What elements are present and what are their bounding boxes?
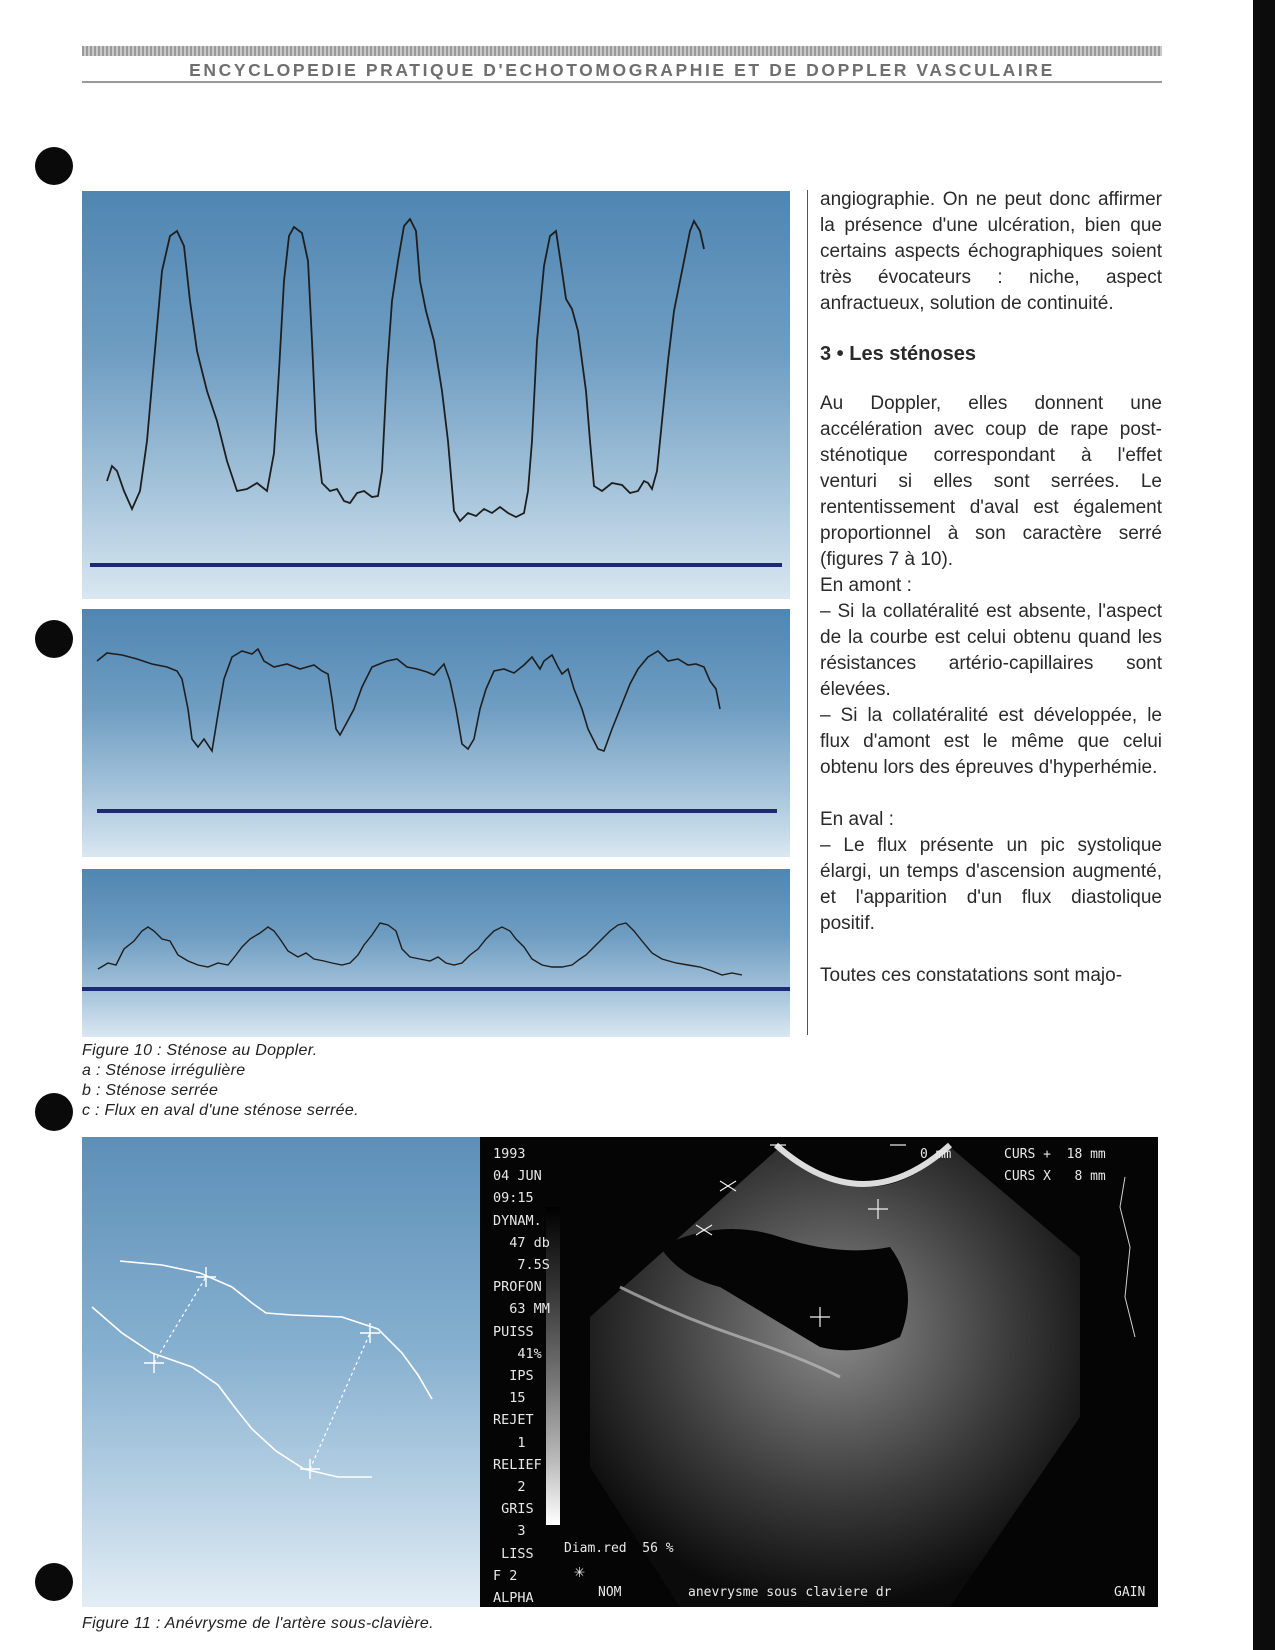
us-ips-value: 15 [493, 1390, 526, 1407]
measure-line-2 [310, 1333, 370, 1469]
binder-hole-3 [35, 1093, 73, 1131]
figure-10-caption [82, 1041, 359, 1121]
doppler-panel-b [82, 609, 790, 857]
section-title: 3 • Les sténoses [820, 343, 976, 365]
us-relief-value: 2 [493, 1479, 526, 1496]
us-depth: 0 mm [920, 1147, 952, 1162]
figure-10-caption-b: b : Sténose serrée [82, 1082, 219, 1099]
doppler-panel-c [82, 869, 790, 1037]
right-trace [1120, 1177, 1135, 1337]
measure-line-1 [154, 1277, 206, 1363]
us-diam-red: Diam.red 56 % [564, 1541, 674, 1556]
amont-item-2: – Si la collatéralité est développée, le flux d'amont est le même que celui obtenu lors des épreuves d'hyperhémie. [820, 705, 1162, 778]
vessel-lower-contour [92, 1307, 372, 1477]
us-f-value: F 2 [493, 1567, 518, 1584]
doppler-curve-c [98, 923, 742, 975]
us-time: 09:15 [493, 1190, 534, 1207]
us-dynam-label: DYNAM. [493, 1212, 542, 1229]
us-liss-label: LISS [493, 1545, 534, 1562]
figure-11-caption: Figure 11 : Anévrysme de l'artère sous-clavière. [82, 1615, 434, 1632]
doppler-curve-b [97, 649, 720, 751]
us-profon-value: 63 MM [493, 1301, 550, 1318]
binder-hole-2 [35, 620, 73, 658]
doppler-curve-a [107, 219, 704, 521]
us-label: anevrysme sous claviere dr [688, 1585, 892, 1600]
us-dynam-value: 47 db [493, 1234, 550, 1251]
us-relief-label: RELIEF [493, 1456, 542, 1473]
us-gain: GAIN [1114, 1585, 1146, 1600]
us-curs-plus: CURS + 18 mm [1004, 1147, 1106, 1162]
us-nom: NOM [598, 1585, 622, 1600]
header-rule [82, 81, 1162, 83]
us-puiss-label: PUISS [493, 1323, 534, 1340]
us-rejet-value: 1 [493, 1434, 526, 1451]
figure-10-caption-c: c : Flux en aval d'une sténose serrée. [82, 1102, 359, 1119]
ultrasound-image [480, 1137, 1158, 1607]
amont-item-1: – Si la collatéralité est absente, l'aspect de la courbe est celui obtenu quand les résistances artério-capillaires sont élevées. [820, 601, 1162, 700]
marker-cross [144, 1267, 380, 1479]
us-gris-value: 3 [493, 1523, 526, 1540]
binder-hole-4 [35, 1563, 73, 1601]
us-gris-label: GRIS [493, 1501, 534, 1518]
ultrasound-sector [590, 1147, 1080, 1607]
us-puiss-value: 41% [493, 1345, 542, 1362]
figure-10-title: Figure 10 : Sténose au Doppler. [82, 1042, 318, 1059]
us-ips-label: IPS [493, 1368, 534, 1385]
running-header: ENCYCLOPEDIE PRATIQUE D'ECHOTOMOGRAPHIE ET DE DOPPLER VASCULAIRE [189, 60, 1055, 80]
paragraph-doppler: Au Doppler, elles donnent une accélération avec coup de rape post-sténotique correspondant à l'effet venturi si elles sont serrées. Le rententissement d'aval est également proportionnel à son caractère serré (figures 7 à 10). [820, 393, 1162, 570]
ultrasound-settings [493, 1143, 550, 1607]
page-edge-shadow [1253, 0, 1275, 1650]
aneurysm-sketch [82, 1137, 480, 1607]
aval-label: En aval : [820, 809, 894, 830]
us-profon-label: PROFON [493, 1279, 542, 1296]
us-alpha-label: ALPHA [493, 1590, 534, 1607]
article-text-column [820, 187, 1162, 989]
us-rejet-label: REJET [493, 1412, 534, 1429]
us-freq-value: 7.5S [493, 1257, 550, 1274]
figure-10-caption-a: a : Sténose irrégulière [82, 1062, 246, 1079]
header-band [82, 46, 1162, 56]
closing-line: Toutes ces constatations sont majo- [820, 965, 1123, 986]
intro-paragraph: angiographie. On ne peut donc affirmer la présence d'une ulcération, bien que certains aspects échographiques soient très évocateurs : niche, aspect anfractueux, solution de continuité. [820, 189, 1162, 314]
amont-label: En amont : [820, 575, 912, 596]
us-date: 04 JUN [493, 1168, 542, 1185]
aval-item-1: – Le flux présente un pic systolique élargi, un temps d'ascension augmenté, et l'apparition d'un flux diastolique positif. [820, 835, 1162, 934]
us-star-icon: ✳ [574, 1561, 585, 1582]
column-rule [807, 190, 808, 1035]
vessel-upper-contour [120, 1261, 432, 1399]
doppler-panel-a [82, 191, 790, 599]
us-curs-x: CURS X 8 mm [1004, 1169, 1106, 1184]
binder-hole-1 [35, 147, 73, 185]
us-year: 1993 [493, 1146, 526, 1162]
